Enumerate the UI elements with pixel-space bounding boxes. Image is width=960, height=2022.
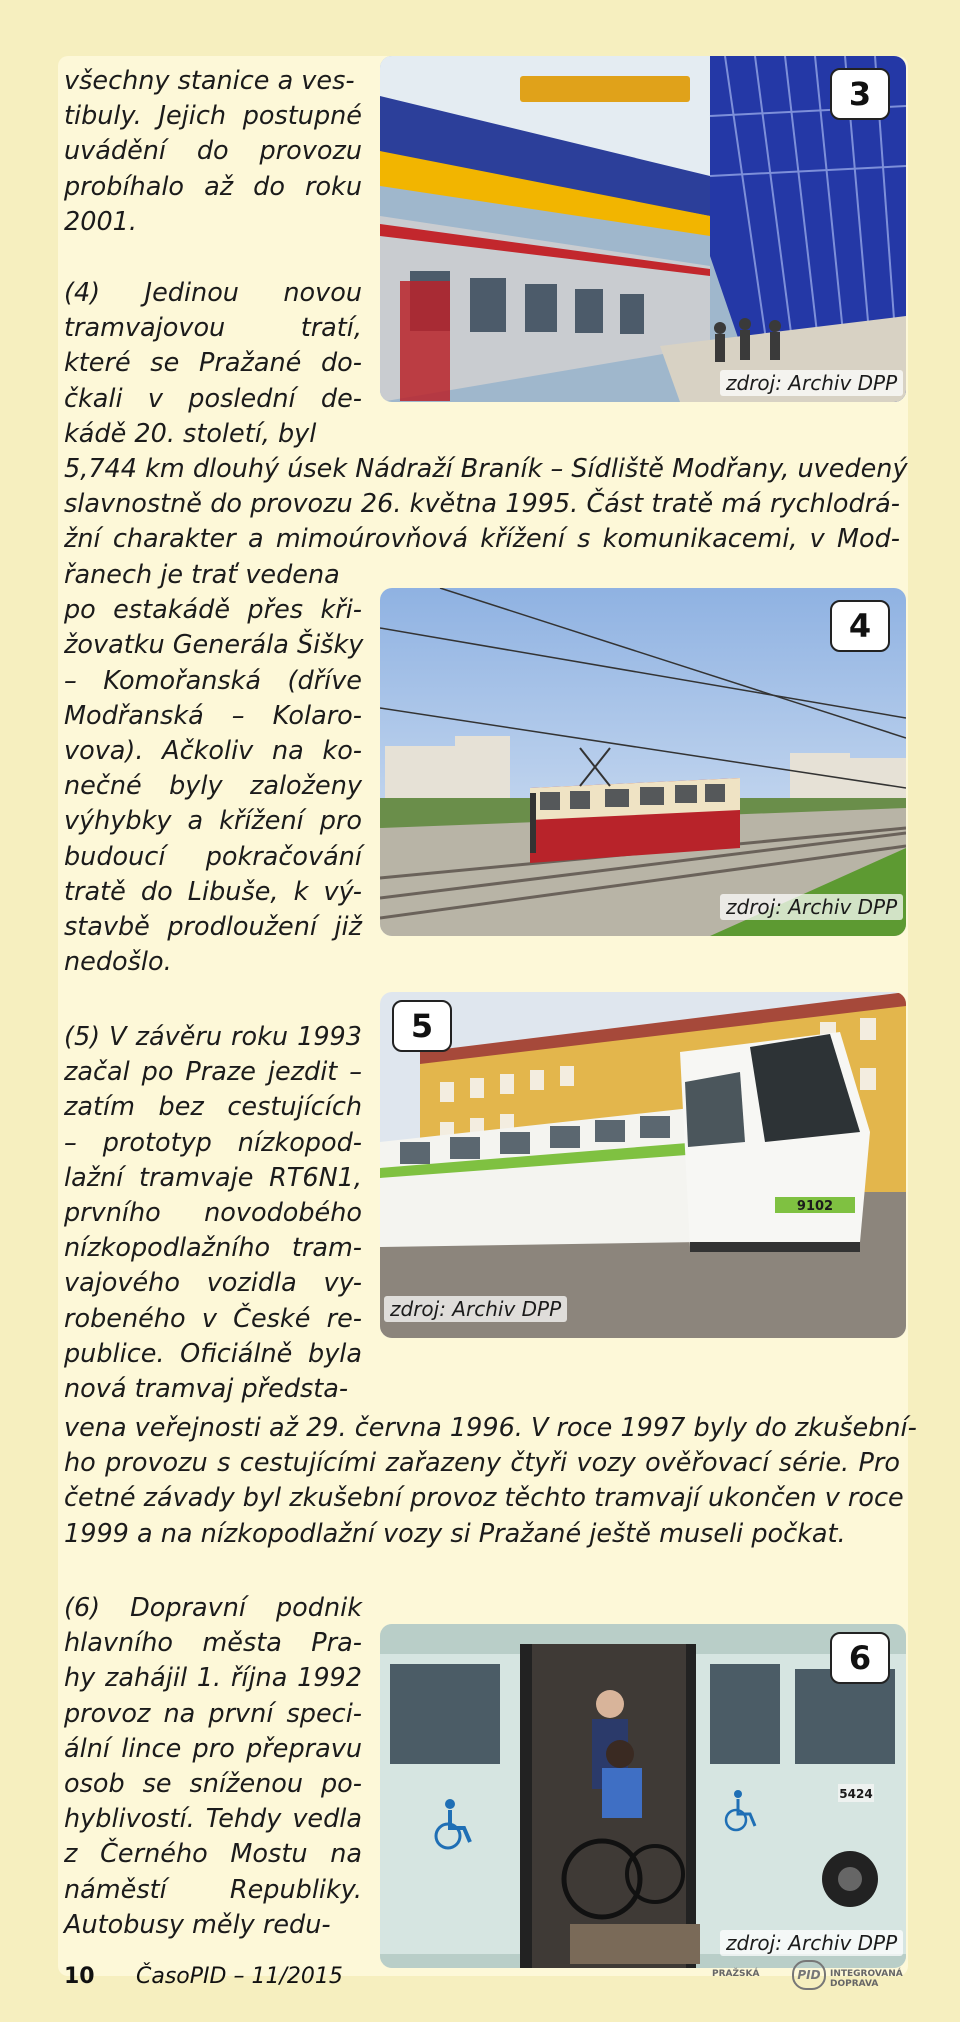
text-line: náměstí Republiky. (64, 1874, 362, 1905)
photo-wheelchair-bus (380, 1624, 906, 1968)
text-line: slavnostně do provozu 26. května 1995. Část tratě má rychlodrá- (64, 489, 900, 520)
text-line: tramvajovou tratí, (64, 313, 362, 344)
text-line: (4) Jedinou novou (64, 278, 362, 308)
text-line: provoz na první speci- (64, 1698, 362, 1729)
text-line: vajového vozidla vy- (64, 1268, 362, 1299)
photo-credit: zdroj: Archiv DPP (384, 1296, 567, 1322)
photo-number-badge: 4 (830, 600, 890, 652)
pid-logo-mark: PID (792, 1960, 826, 1990)
text-block-2-wide (64, 452, 908, 558)
photo-credit: zdroj: Archiv DPP (720, 370, 903, 396)
text-line: Modřanská – Kolaro- (64, 700, 362, 731)
photo-number-badge: 6 (830, 1632, 890, 1684)
text-block-4 (64, 1591, 362, 1943)
text-line: – Komořanská (dříve (64, 665, 362, 696)
text-line: stavbě prodloužení již (64, 912, 362, 943)
photo-number-badge: 5 (392, 1000, 452, 1052)
text-line: (6) Dopravní podnik (64, 1593, 362, 1623)
text-line: uvádění do provozu (64, 136, 362, 167)
text-line: všechny stanice a ves- (64, 66, 355, 96)
text-line: vova). Ačkoliv na ko- (64, 736, 362, 767)
photo-credit: zdroj: Archiv DPP (720, 1930, 903, 1956)
text-line: Autobusy měly redu- (64, 1909, 331, 1940)
photo-tram-rt6n1 (380, 992, 906, 1338)
text-line: (5) V závěru roku 1993 (64, 1022, 362, 1052)
text-line: po estakádě přes kři- (64, 595, 362, 626)
text-line: lažní tramvaje RT6N1, (64, 1162, 362, 1193)
text-block-2-narrow (64, 558, 362, 980)
pid-logo-right: INTEGROVANÁ DOPRAVA (830, 1969, 903, 1989)
text-line: vena veřejnosti až 29. června 1996. V roce 1997 byly do zkušební- (64, 1413, 917, 1443)
photo-number-badge: 3 (830, 68, 890, 120)
photo-credit: zdroj: Archiv DPP (720, 894, 903, 920)
text-line: nečné byly založeny (64, 771, 362, 802)
text-line: 5,744 km dlouhý úsek Nádraží Braník – Sídliště Modřany, uvedený (64, 454, 908, 484)
photo-tram-modrany (380, 588, 906, 936)
photo-metro-station (380, 56, 906, 402)
text-line: prvního novodobého (64, 1198, 362, 1229)
pid-logo-left: PRAŽSKÁ (712, 1969, 760, 1979)
text-block-2 (64, 276, 362, 452)
text-line: budoucí pokračování (64, 841, 362, 872)
text-line: žní charakter a mimoúrovňová křížení s komunikacemi, v Mod- (64, 524, 900, 555)
text-line: tratě do Libuše, k vý- (64, 876, 362, 907)
text-block-3-wide (64, 1411, 917, 1552)
issue-label: ČasoPID – 11/2015 (136, 1964, 343, 1989)
text-line: hy zahájil 1. října 1992 (64, 1663, 362, 1694)
text-line: probíhalo až do roku (64, 171, 362, 202)
text-line: řanech je trať vedena (64, 560, 340, 590)
text-line: hyblivostí. Tehdy vedla (64, 1804, 362, 1835)
text-line: kádě 20. století, byl (64, 418, 317, 449)
text-line: výhybky a křížení pro (64, 806, 362, 837)
text-line: začal po Praze jezdit – (64, 1057, 362, 1088)
text-line: robeného v České re- (64, 1303, 362, 1334)
pid-logo (712, 1958, 910, 1990)
text-line: nedošlo. (64, 947, 172, 978)
text-line: 1999 a na nízkopodlažní vozy si Pražané ještě museli počkat. (64, 1518, 846, 1549)
text-block-1 (64, 64, 362, 240)
text-line: ho provozu s cestujícími zařazeny čtyři vozy ověřovací série. Pro (64, 1448, 900, 1479)
text-line: nízkopodlažního tram- (64, 1233, 362, 1264)
text-line: zatím bez cestujících (64, 1092, 362, 1123)
bus-fleet-number: 5424 (839, 1787, 873, 1801)
text-line: osob se sníženou po- (64, 1769, 362, 1800)
tram-fleet-number: 9102 (796, 1199, 834, 1214)
text-block-3 (64, 1020, 362, 1407)
text-line: ální lince pro přepravu (64, 1733, 362, 1764)
text-line: četné závady byl zkušební provoz těchto tramvají ukončen v roce (64, 1483, 904, 1514)
text-line: publice. Oficiálně byla (64, 1338, 362, 1369)
text-line: 2001. (64, 206, 138, 237)
text-line: které se Pražané do- (64, 348, 362, 379)
text-line: hlavního města Pra- (64, 1628, 362, 1659)
text-line: čkali v poslední de- (64, 383, 362, 414)
text-line: žovatku Generála Šišky (64, 630, 364, 661)
page-number: 10 (64, 1964, 95, 1989)
text-line: z Černého Mostu na (64, 1839, 362, 1870)
text-line: nová tramvaj předsta- (64, 1374, 349, 1405)
text-line: – prototyp nízkopod- (64, 1127, 362, 1158)
text-line: tibuly. Jejich postupné (64, 101, 362, 132)
